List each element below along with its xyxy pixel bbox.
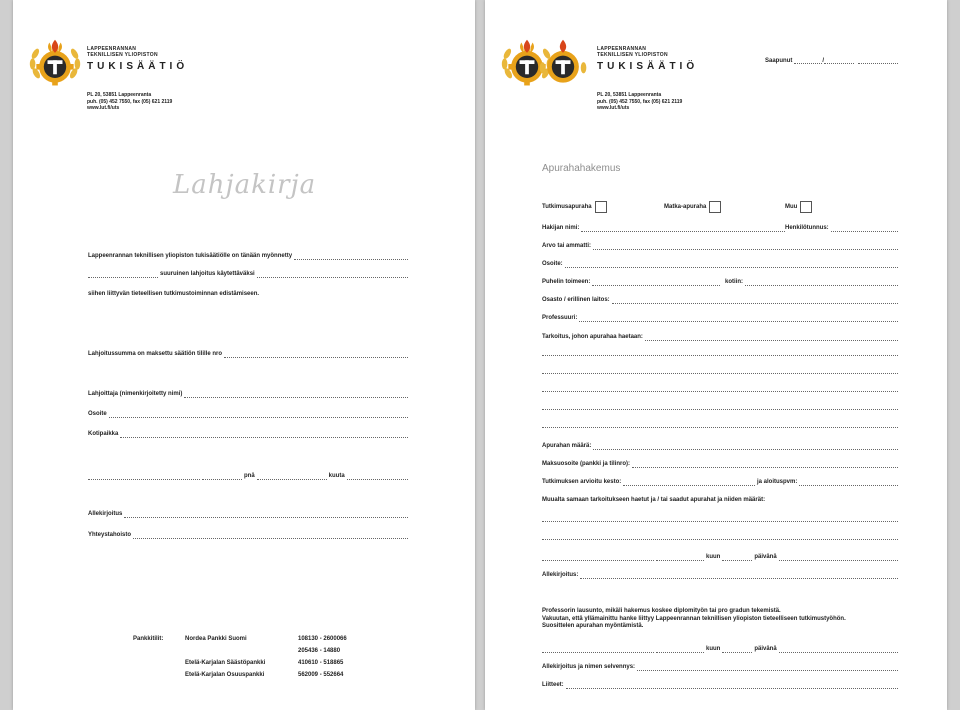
start-date-label: ja aloituspvm: [757,479,798,485]
bank-account: 108130 - 2600066 [298,636,347,642]
phone-home-label: kotiin: [725,279,743,285]
org-name-line1: LAPPEENRANNAN [597,46,647,52]
signature-label: Allekirjoitus: [542,572,579,578]
grant-type-travel[interactable] [664,201,721,213]
professor-signature-row [542,663,898,671]
donation-text: siihen liittyvän tieteellisen tutkimustoiminnan edistämiseen. [88,291,260,297]
city-field[interactable] [120,432,408,438]
page-title: Lahjakirja [173,170,317,200]
received-label: Saapunut [765,58,793,64]
city-line [88,430,408,438]
professor-statement [542,608,846,631]
bank-account: 205436 - 14880 [298,648,341,654]
account-line [88,350,408,358]
address-line [88,410,408,418]
purpose-line[interactable] [542,422,898,428]
donor-label: Lahjoittaja (nimenkirjoitetty nimi) [88,391,183,397]
account-label: Lahjoitussumma on maksettu säätiön tilille nro [88,351,223,357]
month-field[interactable] [257,474,327,480]
research-checkbox[interactable] [595,201,607,213]
address-row [542,260,898,268]
phone-home-field[interactable] [745,280,898,286]
payment-row [542,460,898,468]
professor-label: Professuuri: [542,315,578,321]
statement-date-row [542,645,898,653]
address-line: www.lut.fi/uts [597,105,630,111]
grant-type-other[interactable] [785,201,812,213]
occupation-label: Arvo tai ammatti: [542,243,592,249]
donation-text: suuruinen lahjoitus käytettäväksi [160,271,255,277]
org-address [597,92,682,112]
statement-line: Suosittelen apurahan myöntämistä. [542,623,644,629]
phone-home-row [725,278,898,286]
id-row [785,224,898,232]
day-field[interactable] [656,555,704,561]
checkbox-label: Muu [785,204,798,210]
received-month-field[interactable] [824,58,854,64]
department-row [542,296,898,304]
signature-row [542,571,898,579]
address-line: www.lut.fi/uts [87,105,120,111]
org-name: TUKISÄÄTIÖ [597,61,699,72]
foundation-logo-icon [535,36,591,92]
donation-amount-field[interactable] [294,254,408,260]
purpose-line[interactable] [542,368,898,374]
grant-type-research[interactable] [542,201,607,213]
bank-account: 410610 - 518865 [298,660,344,666]
received-day-field[interactable] [794,58,822,64]
statement-line: Professorin lausunto, mikäli hakemus koskee diplomityön tai pro gradun tekemistä. [542,608,781,614]
start-date-row [757,478,898,486]
day-label: päivänä [754,646,777,652]
checkbox-label: Tutkimusapuraha [542,204,592,210]
purpose-row [542,333,898,341]
month-label: kuun [706,646,721,652]
signature-field[interactable] [580,573,898,579]
travel-checkbox[interactable] [709,201,721,213]
amount-row [542,442,898,450]
statement-line: Vakuutan, että yllämainittu hanke liittyy Lappeenrannan teknillisen yliopiston tieteelliseen tutkimustyöhön. [542,615,846,622]
donation-text: Lappeenrannan teknillisen yliopiston tukisäätiölle on tänään myönnetty [88,253,293,259]
org-name-line1: LAPPEENRANNAN [87,46,137,52]
checkbox-label: Matka-apuraha [664,204,707,210]
grant-type-row [542,201,887,215]
purpose-field[interactable] [257,272,408,278]
donation-letter-page [13,0,475,710]
address-field[interactable] [565,262,898,268]
day-label: pnä [244,473,255,479]
purpose-line[interactable] [542,350,898,356]
professor-row [542,314,898,322]
payment-label: Maksuosoite (pankki ja tilinro): [542,461,631,467]
contact-field[interactable] [133,533,408,539]
other-grants-line[interactable] [542,516,898,522]
signature-label: Allekirjoitus [88,511,123,517]
applicant-label: Hakijan nimi: [542,225,580,231]
year-field[interactable] [347,474,408,480]
amount-field[interactable] [88,272,158,278]
year-field[interactable] [779,555,898,561]
month-field[interactable] [722,647,752,653]
month-field[interactable] [722,555,752,561]
signature-field[interactable] [124,512,408,518]
applicant-row [542,224,785,232]
day-label: päivänä [754,554,777,560]
other-grants-line[interactable] [542,534,898,540]
department-field[interactable] [612,298,898,304]
org-name-block [597,46,698,72]
org-address [87,92,172,112]
duration-field[interactable] [623,480,755,486]
donor-line [88,390,408,398]
year-field[interactable] [779,647,898,653]
address-field[interactable] [109,412,408,418]
other-checkbox[interactable] [800,201,812,213]
place-field[interactable] [542,647,654,653]
bank-name: Nordea Pankki Suomi [185,636,247,642]
professor-field[interactable] [579,316,898,322]
org-name-line2: TEKNILLISEN YLIOPISTON [87,52,158,58]
signature-line [88,510,408,518]
address-line: PL 20, 53851 Lappeenranta [597,92,662,98]
duration-row [542,478,755,486]
applicant-name-field[interactable] [581,226,785,232]
department-label: Osasto / erillinen laitos: [542,297,610,303]
address-line: puh. (05) 452 7550, fax (05) 621 2119 [87,98,173,105]
month-label: kuun [706,554,721,560]
bank-name: Etelä-Karjalan Säästöpankki [185,660,266,666]
address-label: Osoite [88,411,107,417]
attachments-field[interactable] [566,683,898,689]
phone-work-row [542,278,720,286]
place-field[interactable] [542,555,654,561]
bank-account: 562009 - 552664 [298,672,344,678]
other-grants-label: Muualta samaan tarkoitukseen haetut ja / tai saadut apurahat ja niiden määrät: [542,497,766,503]
contact-line [88,531,408,539]
day-field[interactable] [202,474,242,480]
address-label: Osoite: [542,261,563,267]
account-number-field[interactable] [224,352,408,358]
page-title: Apurahahakemus [542,163,621,174]
address-line: puh. (05) 452 7550, fax (05) 621 2119 [597,98,683,105]
signature-name-field[interactable] [637,665,898,671]
donation-line-1 [88,252,408,260]
occupation-field[interactable] [593,244,898,250]
personal-id-field[interactable] [831,226,898,232]
purpose-label: Tarkoitus, johon apurahaa haetaan: [542,334,643,340]
date-line [88,472,408,480]
attachments-row [542,681,898,689]
donation-line-2 [88,270,408,278]
grant-application-page [485,0,947,710]
org-name-line2: TEKNILLISEN YLIOPISTON [597,52,668,58]
purpose-field[interactable] [645,335,898,341]
amount-label: Apurahan määrä: [542,443,592,449]
foundation-logo-icon [27,36,83,92]
received-year-field[interactable] [858,58,898,64]
purpose-line[interactable] [542,404,898,410]
purpose-line[interactable] [542,386,898,392]
date-row [542,553,898,561]
received-date-row: Saapunut / [765,58,898,64]
occupation-row [542,242,898,250]
phone-work-label: Puhelin toimeen: [542,279,591,285]
address-line: PL 20, 53851 Lappeenranta [87,92,152,98]
id-label: Henkilötunnus: [785,225,829,231]
bank-accounts-label: Pankkitilit: [133,636,164,642]
duration-label: Tutkimuksen arvioitu kesto: [542,479,622,485]
phone-work-field[interactable] [592,280,720,286]
start-date-field[interactable] [799,480,898,486]
signature-name-label: Allekirjoitus ja nimen selvennys: [542,664,636,670]
day-field[interactable] [656,647,704,653]
org-name: TUKISÄÄTIÖ [87,61,189,72]
contact-label: Yhteystahoisto [88,532,132,538]
place-field[interactable] [88,474,200,480]
donor-name-field[interactable] [184,392,408,398]
month-label: kuuta [328,473,345,479]
city-label: Kotipaikka [88,431,119,437]
attachments-label: Liitteet: [542,682,564,688]
bank-name: Etelä-Karjalan Osuuspankki [185,672,265,678]
amount-field[interactable] [593,444,898,450]
payment-field[interactable] [632,462,898,468]
org-name-block [87,46,188,72]
